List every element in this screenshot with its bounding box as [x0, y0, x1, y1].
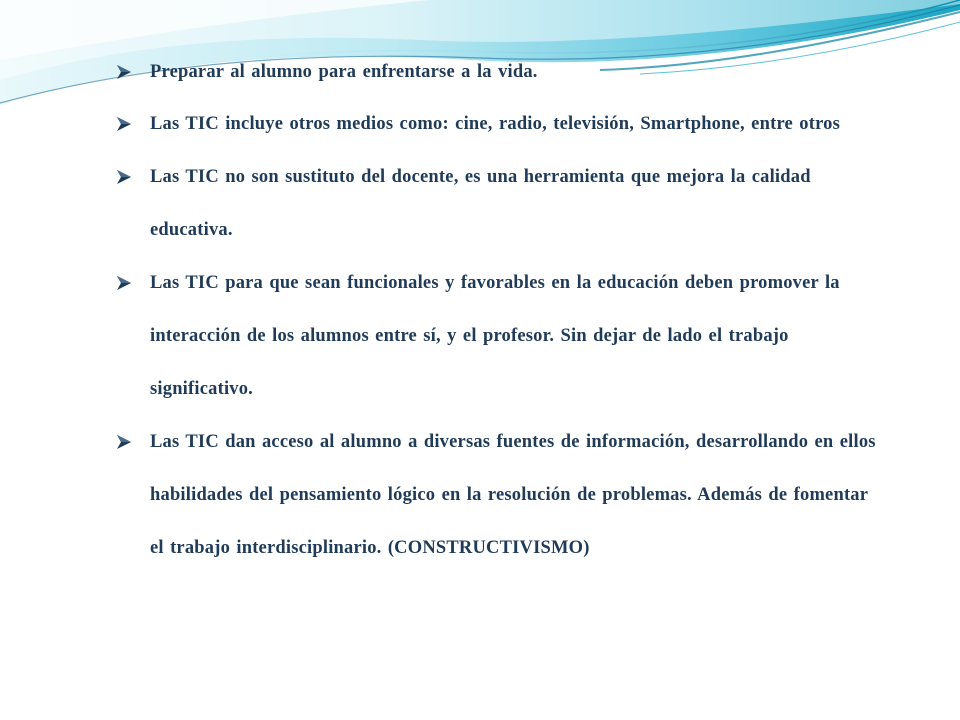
bullet-item [116, 151, 876, 257]
bullet-list [116, 46, 876, 575]
bullet-text: Las TIC incluye otros medios como: cine, radio, televisión, Smartphone, entre otros [150, 114, 840, 134]
arrowhead-bullet-icon [116, 275, 132, 291]
bullet-text: Las TIC para que sean funcionales y favorables en la educación deben promover la interacción de los alumnos entre sí, y el profesor. Sin dejar de lado el trabajo significativo. [150, 273, 840, 399]
bullet-item [116, 416, 876, 575]
bullet-item [116, 98, 876, 151]
bullet-text: Preparar al alumno para enfrentarse a la vida. [150, 62, 538, 82]
bullet-item [116, 46, 876, 98]
arrowhead-bullet-icon [116, 116, 132, 132]
bullet-text: Las TIC no son sustituto del docente, es una herramienta que mejora la calidad educativa. [150, 167, 811, 240]
bullet-text: Las TIC dan acceso al alumno a diversas fuentes de información, desarrollando en ellos habilidades del pensamiento lógico en la resolución de problemas. Además de fomentar el trabajo interdisciplinario. (CONSTRUCTIVISMO) [150, 432, 876, 558]
arrowhead-bullet-icon [116, 434, 132, 450]
arrowhead-bullet-icon [116, 64, 132, 80]
bullet-item [116, 257, 876, 416]
arrowhead-bullet-icon [116, 169, 132, 185]
